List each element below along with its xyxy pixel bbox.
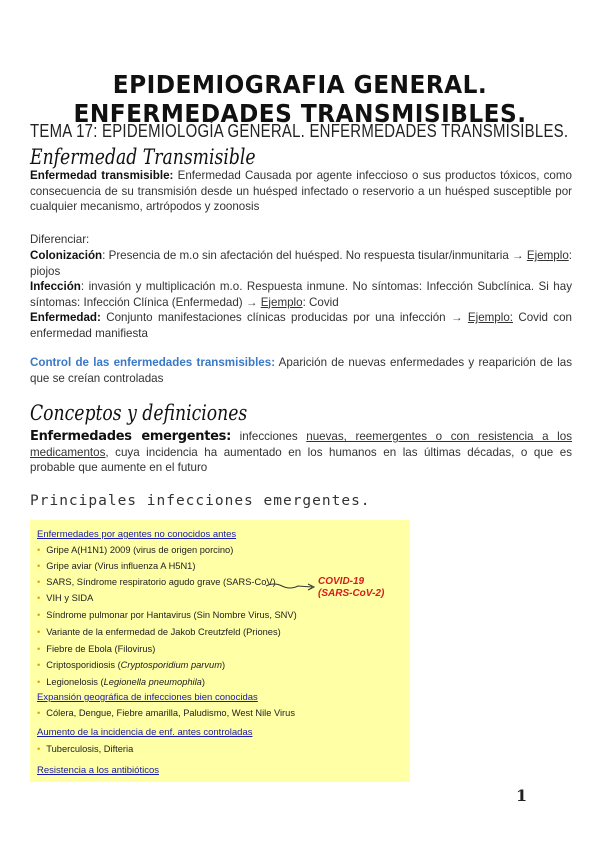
colonizacion-term: Colonización (30, 249, 103, 262)
emergentes-underlined: nuevas, reemergentes o con resistencia a los medicamentos (30, 430, 572, 459)
colonizacion-paragraph (30, 248, 572, 279)
infeccion-example-label: Ejemplo (260, 295, 303, 309)
control-paragraph (30, 355, 572, 386)
definition-paragraph (30, 168, 572, 215)
list-item: • VIH y SIDA (37, 593, 94, 603)
enfermedad-paragraph (30, 310, 572, 341)
covid-arrow-icon (264, 578, 320, 592)
colonizacion-text: : Presencia de m.o sin afectación del huésped. No respuesta tisular/inmunitaria → (102, 249, 527, 262)
emergentes-text-2: , cuya incidencia ha aumentado en los humanos en las últimas décadas, o que es probable que aumente en el futuro (30, 445, 572, 475)
page-number: 1 (516, 786, 528, 805)
list-item: • Legionelosis (Legionella pneumophila) (37, 677, 205, 687)
definition-text: Enfermedad Causada por agente infeccioso o sus productos tóxicos, como consecuencia de su transmisión desde un huésped infectado o reservorio a un huésped susceptible por cualquier mecanismo, artrópodos y zoonosis (30, 169, 572, 214)
topic-subtitle: TEMA 17: EPIDEMIOLOGÍA GENERAL. ENFERMEDADES TRANSMISIBLES. (30, 121, 569, 141)
enfermedad-example-label: Ejemplo: (467, 311, 513, 324)
emergentes-title: Principales infecciones emergentes. (30, 493, 371, 509)
group-title: Enfermedades por agentes no conocidos antes (37, 529, 237, 540)
list-item: • Tuberculosis, Difteria (37, 744, 134, 754)
enfermedad-text: Conjunto manifestaciones clínicas producidas por una infección → (100, 311, 468, 324)
section-heading-conceptos: Conceptos y definiciones (30, 401, 248, 425)
enfermedad-term: Enfermedad: (30, 311, 101, 324)
page-title: EPIDEMIOGRAFIA GENERAL. ENFERMEDADES TRANSMISIBLES. (73, 70, 527, 128)
covid-virus-label: (SARS-CoV-2) (318, 588, 385, 599)
list-item: • SARS, Síndrome respiratorio agudo grave (SARS-CoV) (37, 577, 276, 587)
emergentes-term: Enfermedades emergentes: (30, 429, 231, 444)
infeccion-paragraph (30, 279, 572, 310)
diferenciar-label: Diferenciar: (30, 233, 90, 246)
list-item: • Variante de la enfermedad de Jakob Creutzfeld (Priones) (37, 627, 281, 637)
group-title: Aumento de la incidencia de enf. antes controladas (37, 727, 253, 738)
infeccion-text: : invasión y multiplicación m.o. Respuesta inmune. No síntomas: Infección Subclínica. Si hay síntomas: Infección Clínica (Enfermedad) → (30, 280, 572, 309)
covid-label: COVID-19 (318, 576, 365, 587)
list-item: • Gripe aviar (Virus influenza A H5N1) (37, 561, 196, 571)
emergentes-text-1: infecciones (231, 430, 307, 443)
list-item: • Gripe A(H1N1) 2009 (virus de origen porcino) (37, 545, 234, 555)
colonizacion-example-label: Ejemplo (526, 249, 569, 262)
section-heading-transmisible: Enfermedad Transmisible (30, 145, 256, 169)
control-term: Control de las enfermedades transmisibles: (30, 356, 276, 369)
colonizacion-example-text: : piojos (30, 249, 572, 278)
list-item: • Fiebre de Ebola (Filovirus) (37, 644, 156, 654)
list-item: • Criptosporidiosis (Cryptosporidium parvum) (37, 660, 226, 670)
group-title: Resistencia a los antibióticos (37, 765, 159, 776)
group-title: Expansión geográfica de infecciones bien conocidas (37, 692, 258, 703)
definition-term: Enfermedad transmisible: (30, 169, 174, 182)
list-item: • Síndrome pulmonar por Hantavirus (Sin Nombre Virus, SNV) (37, 610, 297, 620)
infeccion-term: Infección (30, 280, 81, 293)
enfermedad-example-text: Covid con enfermedad manifiesta (30, 311, 572, 340)
emergentes-panel (30, 520, 410, 782)
infeccion-example-text: : Covid (302, 295, 339, 309)
emergentes-paragraph (30, 429, 572, 476)
control-text: Aparición de nuevas enfermedades y reaparición de las que se creían controladas (30, 356, 573, 385)
covid-annotation (318, 576, 384, 600)
list-item: • Cólera, Dengue, Fiebre amarilla, Paludismo, West Nile Virus (37, 708, 295, 718)
